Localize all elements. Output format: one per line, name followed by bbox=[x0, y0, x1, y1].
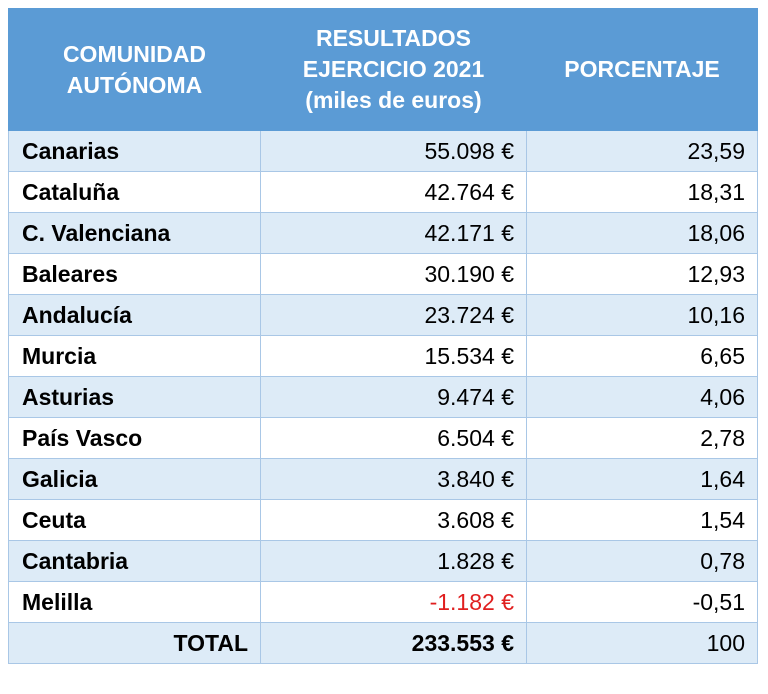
header-resultados-line-1: RESULTADOS bbox=[315, 25, 472, 51]
header-porcentaje-line-1: PORCENTAJE bbox=[564, 56, 720, 82]
cell-porcentaje: 4,06 bbox=[527, 377, 758, 418]
cell-comunidad: Andalucía bbox=[9, 295, 261, 336]
cell-comunidad: Canarias bbox=[9, 131, 261, 172]
cell-porcentaje: 12,93 bbox=[527, 254, 758, 295]
cell-comunidad: País Vasco bbox=[9, 418, 261, 459]
cell-comunidad: Asturias bbox=[9, 377, 261, 418]
cell-comunidad: Cataluña bbox=[9, 172, 261, 213]
table-row bbox=[9, 172, 758, 213]
cell-porcentaje: 18,31 bbox=[527, 172, 758, 213]
table-row bbox=[9, 213, 758, 254]
table-row bbox=[9, 131, 758, 172]
table-row bbox=[9, 541, 758, 582]
cell-resultado-negative: -1.182 € bbox=[261, 582, 527, 623]
header-resultados bbox=[261, 9, 527, 131]
total-row bbox=[9, 623, 758, 664]
cell-porcentaje: 18,06 bbox=[527, 213, 758, 254]
cell-resultado: 3.608 € bbox=[261, 500, 527, 541]
cell-porcentaje: 1,64 bbox=[527, 459, 758, 500]
table-row bbox=[9, 254, 758, 295]
cell-resultado: 3.840 € bbox=[261, 459, 527, 500]
header-comunidad-line-1: COMUNIDAD bbox=[62, 40, 207, 67]
total-resultado: 233.553 € bbox=[261, 623, 527, 664]
table-row bbox=[9, 582, 758, 623]
cell-resultado: 9.474 € bbox=[261, 377, 527, 418]
cell-resultado: 42.764 € bbox=[261, 172, 527, 213]
results-table bbox=[8, 8, 758, 664]
table-row bbox=[9, 459, 758, 500]
table-row bbox=[9, 377, 758, 418]
cell-comunidad: C. Valenciana bbox=[9, 213, 261, 254]
header-comunidad bbox=[9, 9, 261, 131]
cell-porcentaje: 10,16 bbox=[527, 295, 758, 336]
table-row bbox=[9, 295, 758, 336]
cell-resultado: 23.724 € bbox=[261, 295, 527, 336]
header-resultados-line-2: EJERCICIO 2021 bbox=[302, 56, 485, 82]
header-row bbox=[9, 9, 758, 131]
cell-comunidad: Murcia bbox=[9, 336, 261, 377]
cell-comunidad: Melilla bbox=[9, 582, 261, 623]
cell-resultado: 15.534 € bbox=[261, 336, 527, 377]
table-row bbox=[9, 418, 758, 459]
cell-comunidad: Baleares bbox=[9, 254, 261, 295]
table-row bbox=[9, 500, 758, 541]
cell-comunidad: Galicia bbox=[9, 459, 261, 500]
cell-resultado: 6.504 € bbox=[261, 418, 527, 459]
total-porcentaje: 100 bbox=[527, 623, 758, 664]
cell-porcentaje: 23,59 bbox=[527, 131, 758, 172]
header-comunidad-line-2: AUTÓNOMA bbox=[66, 71, 203, 98]
cell-porcentaje: 0,78 bbox=[527, 541, 758, 582]
cell-resultado: 1.828 € bbox=[261, 541, 527, 582]
cell-resultado: 30.190 € bbox=[261, 254, 527, 295]
cell-resultado: 42.171 € bbox=[261, 213, 527, 254]
table-row bbox=[9, 336, 758, 377]
cell-resultado: 55.098 € bbox=[261, 131, 527, 172]
cell-porcentaje: -0,51 bbox=[527, 582, 758, 623]
cell-comunidad: Cantabria bbox=[9, 541, 261, 582]
header-porcentaje bbox=[527, 9, 758, 131]
cell-comunidad: Ceuta bbox=[9, 500, 261, 541]
results-table-container bbox=[8, 8, 758, 664]
total-label: TOTAL bbox=[9, 623, 261, 664]
cell-porcentaje: 1,54 bbox=[527, 500, 758, 541]
header-resultados-line-3: (miles de euros) bbox=[305, 87, 482, 113]
cell-porcentaje: 2,78 bbox=[527, 418, 758, 459]
cell-porcentaje: 6,65 bbox=[527, 336, 758, 377]
